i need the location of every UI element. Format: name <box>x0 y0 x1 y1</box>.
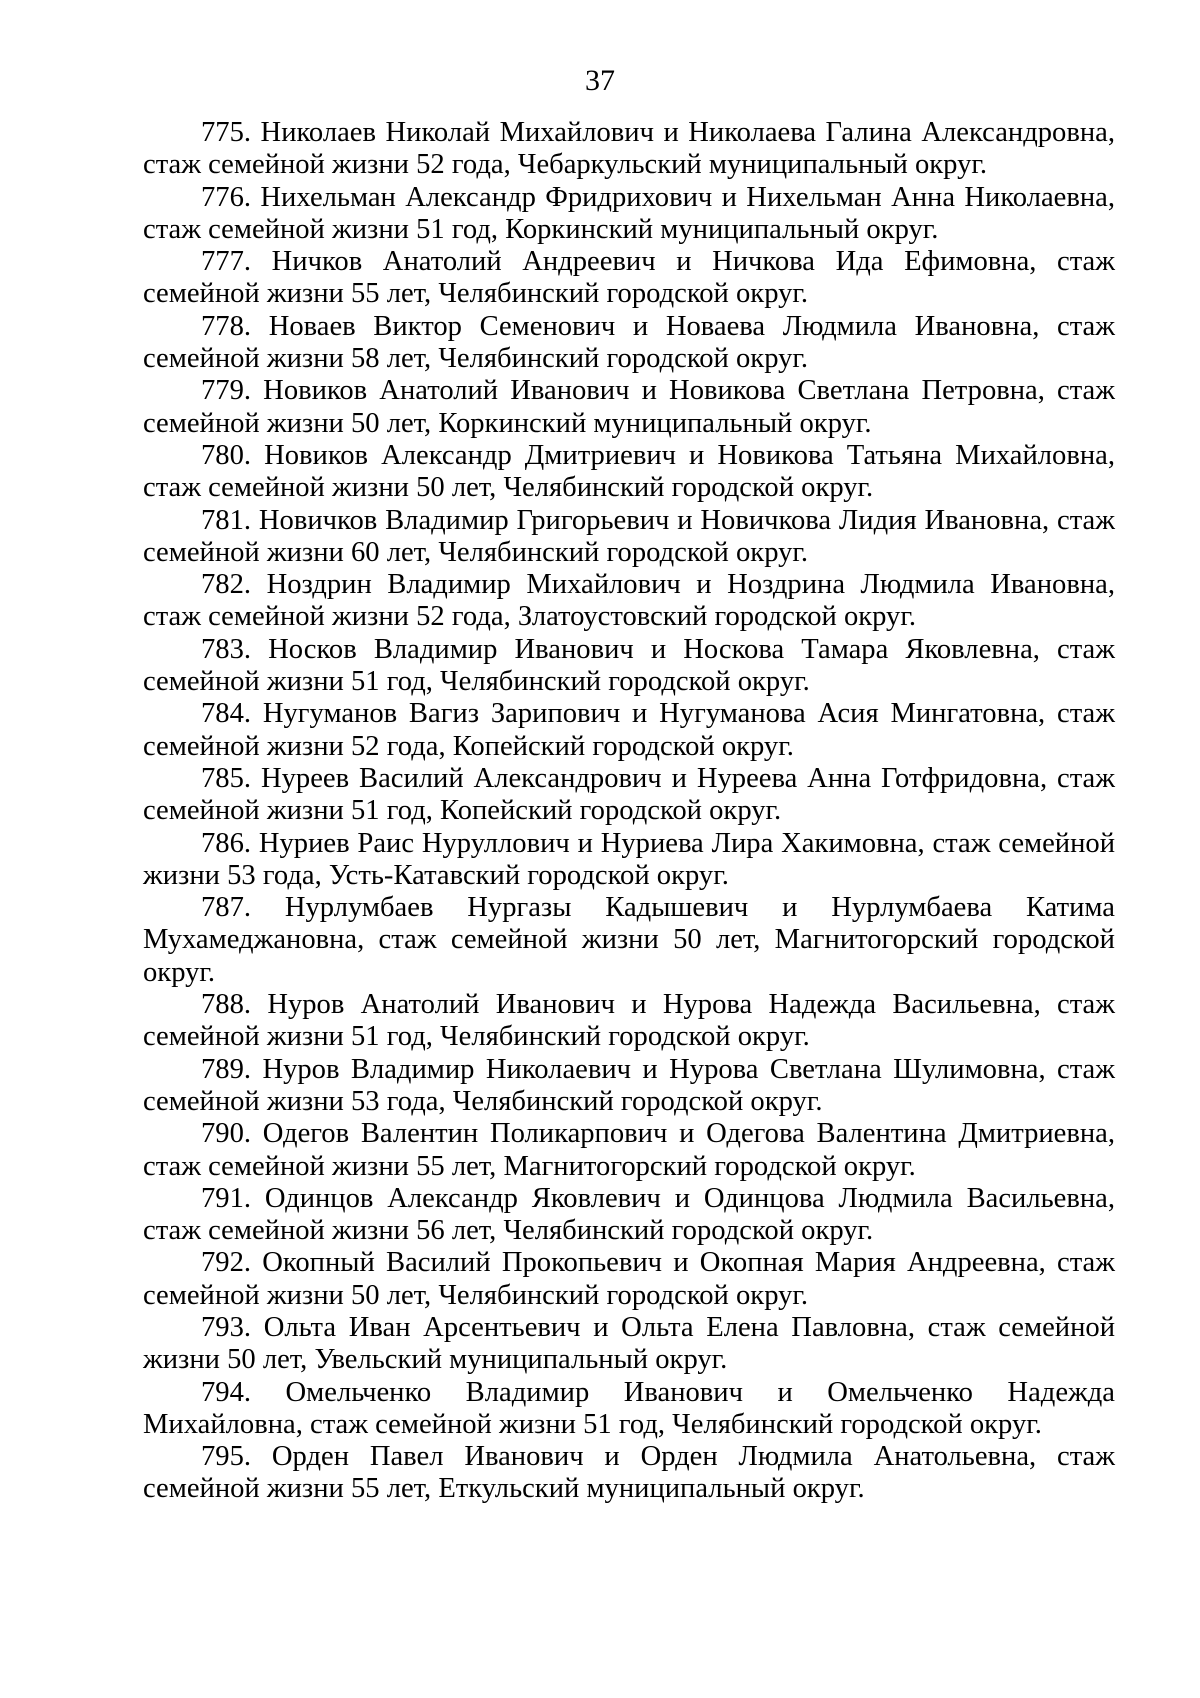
list-entry: 787. Нурлумбаев Нургазы Кадышевич и Нурлумбаева Катима Мухамеджановна, стаж семейной жизни 50 лет, Магнитогорский городской округ. <box>143 892 1115 988</box>
list-entry: 793. Ольта Иван Арсентьевич и Ольта Елена Павловна, стаж семейной жизни 50 лет, Увельский муниципальный округ. <box>143 1311 1115 1376</box>
list-entry: 776. Нихельман Александр Фридрихович и Нихельман Анна Николаевна, стаж семейной жизни 51 год, Коркинский муниципальный округ. <box>143 181 1115 245</box>
list-entry: 794. Омельченко Владимир Иванович и Омельченко Надежда Михайловна, стаж семейной жизни 51 год, Челябинский городской округ. <box>143 1376 1115 1440</box>
list-entry: 780. Новиков Александр Дмитриевич и Новикова Татьяна Михайловна, стаж семейной жизни 50 лет, Челябинский городской округ. <box>143 439 1115 504</box>
list-entry: 782. Ноздрин Владимир Михайлович и Ноздрина Людмила Ивановна, стаж семейной жизни 52 года, Златоустовский городской округ. <box>143 569 1115 633</box>
list-entry: 775. Николаев Николай Михайлович и Николаева Галина Александровна, стаж семейной жизни 52 года, Чебаркульский муниципальный округ. <box>143 117 1115 181</box>
list-entry: 778. Новаев Виктор Семенович и Новаева Людмила Ивановна, стаж семейной жизни 58 лет, Челябинский городской округ. <box>143 310 1115 375</box>
list-entry: 786. Нуриев Раис Нуруллович и Нуриева Лира Хакимовна, стаж семейной жизни 53 года, Усть-Катавский городской округ. <box>143 827 1115 891</box>
list-entry: 781. Новичков Владимир Григорьевич и Новичкова Лидия Ивановна, стаж семейной жизни 60 лет, Челябинский городской округ. <box>143 504 1115 568</box>
list-entry: 791. Одинцов Александр Яковлевич и Одинцова Людмила Васильевна, стаж семейной жизни 56 лет, Челябинский городской округ. <box>143 1182 1115 1247</box>
list-entry: 783. Носков Владимир Иванович и Носкова Тамара Яковлевна, стаж семейной жизни 51 год, Челябинский городской округ. <box>143 633 1115 698</box>
page-number: 37 <box>585 64 615 97</box>
list-entry: 784. Нугуманов Вагиз Зарипович и Нугуманова Асия Мингатовна, стаж семейной жизни 52 года, Копейский городской округ. <box>143 698 1115 762</box>
list-entry: 779. Новиков Анатолий Иванович и Новикова Светлана Петровна, стаж семейной жизни 50 лет, Коркинский муниципальный округ. <box>143 375 1115 439</box>
list-entry: 790. Одегов Валентин Поликарпович и Одегова Валентина Дмитриевна, стаж семейной жизни 55 лет, Магнитогорский городской округ. <box>143 1118 1115 1182</box>
list-entry: 789. Нуров Владимир Николаевич и Нурова Светлана Шулимовна, стаж семейной жизни 53 года, Челябинский городской округ. <box>143 1053 1115 1117</box>
list-entry: 788. Нуров Анатолий Иванович и Нурова Надежда Васильевна, стаж семейной жизни 51 год, Челябинский городской округ. <box>143 989 1115 1053</box>
list-entry: 795. Орден Павел Иванович и Орден Людмила Анатольевна, стаж семейной жизни 55 лет, Еткульский муниципальный округ. <box>143 1441 1115 1505</box>
award-list <box>143 117 1115 1506</box>
list-entry: 792. Окопный Василий Прокопьевич и Окопная Мария Андреевна, стаж семейной жизни 50 лет, Челябинский городской округ. <box>143 1247 1115 1311</box>
list-entry: 785. Нуреев Василий Александрович и Нуреева Анна Готфридовна, стаж семейной жизни 51 год, Копейский городской округ. <box>143 762 1115 827</box>
list-entry: 777. Ничков Анатолий Андреевич и Ничкова Ида Ефимовна, стаж семейной жизни 55 лет, Челябинский городской округ. <box>143 246 1115 310</box>
